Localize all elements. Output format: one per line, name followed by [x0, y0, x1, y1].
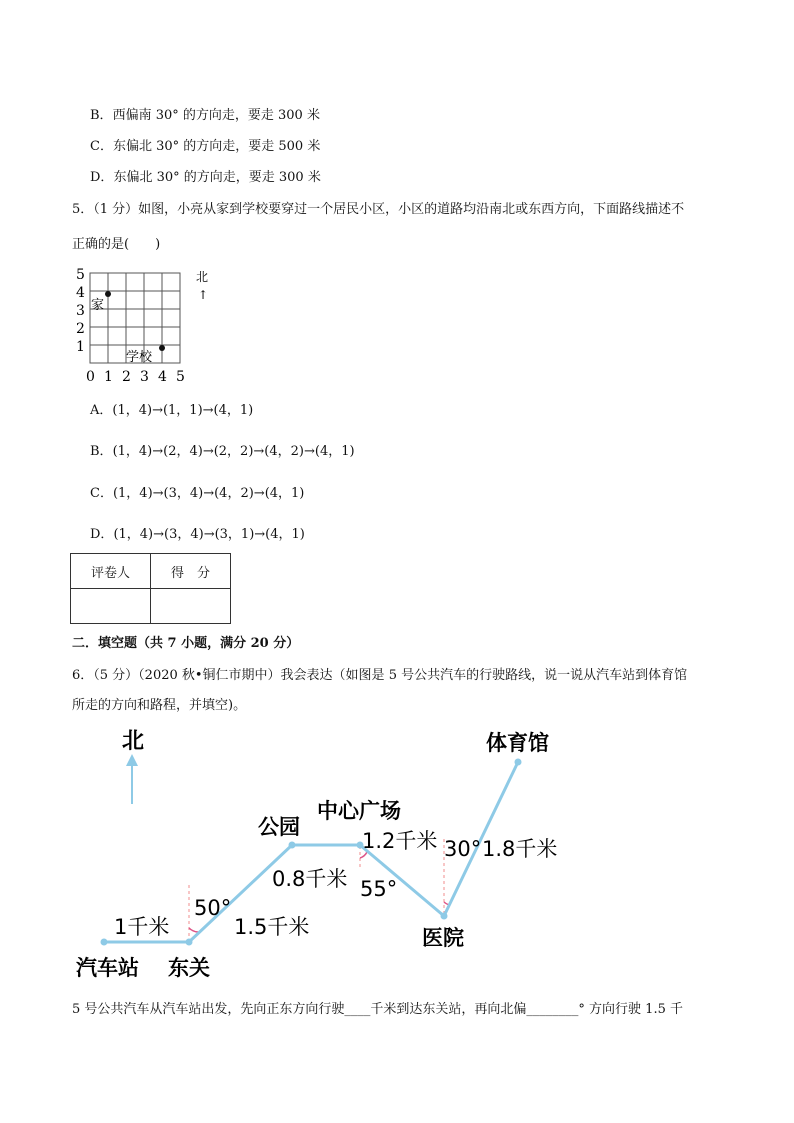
- option-text: (1，4)→(1，1)→(4，1): [112, 403, 254, 418]
- distance-0-8km: 0.8千米: [272, 867, 348, 891]
- q5-option-b: [90, 440, 355, 459]
- distance-1-5km: 1.5千米: [234, 915, 310, 939]
- station-label: 汽车站: [76, 956, 139, 980]
- stop-dot-dongguan: [186, 939, 193, 946]
- distance-1-2km: 1.2千米: [362, 829, 438, 853]
- park-label: 公园: [258, 815, 300, 839]
- map-north-label: 北: [122, 729, 145, 754]
- option-letter: B．: [90, 108, 113, 123]
- option-letter: A．: [90, 403, 113, 418]
- hospital-label: 医院: [422, 926, 464, 950]
- angle-50: 50°: [194, 896, 232, 920]
- q4-option-c: [90, 135, 320, 154]
- x-label-2: 2: [122, 369, 131, 385]
- q5-grid-figure: [70, 265, 220, 385]
- x-label-4: 4: [158, 369, 167, 385]
- option-text: 西偏南 30° 的方向走，要走 300 米: [112, 108, 320, 123]
- option-text: (1，4)→(3，4)→(3，1)→(4，1): [113, 527, 305, 542]
- option-letter: C．: [90, 486, 113, 501]
- q5-option-d: [90, 523, 305, 542]
- section-2-title: 二．填空题（共 7 小题，满分 20 分）: [72, 636, 300, 651]
- stop-dot-hospital: [441, 913, 448, 920]
- home-point: [105, 291, 111, 297]
- bus-route-map: [70, 722, 590, 984]
- score-header: 得 分: [151, 554, 231, 589]
- distance-1km: 1千米: [114, 915, 170, 939]
- stop-dot-park: [289, 842, 296, 849]
- north-arrow-icon: ↑: [198, 288, 209, 302]
- center-square-label: 中心广场: [317, 799, 401, 823]
- school-label: 学校: [126, 350, 153, 365]
- y-label-3: 3: [76, 303, 85, 319]
- angle-55: 55°: [360, 877, 398, 901]
- y-label-1: 1: [76, 339, 85, 355]
- q6-stem-line2: 所走的方向和路程，并填空)。: [72, 698, 247, 713]
- angle-arc-50: [189, 928, 198, 932]
- y-label-4: 4: [76, 285, 85, 301]
- north-label: 北: [196, 270, 209, 284]
- option-letter: C．: [90, 139, 113, 154]
- x-label-3: 3: [140, 369, 149, 385]
- x-label-1: 1: [104, 369, 113, 385]
- option-text: 东偏北 30° 的方向走，要走 300 米: [113, 170, 321, 185]
- stop-dot-stadium: [515, 759, 522, 766]
- y-label-2: 2: [76, 321, 85, 337]
- reviewer-header: 评卷人: [71, 554, 151, 589]
- q6-stem-line1: 6．（5 分）（2020 秋•铜仁市期中）我会表达（如图是 5 号公共汽车的行驶路线，说一说从汽车站到体育馆: [72, 668, 688, 683]
- score-table: [70, 553, 231, 624]
- q5-stem-line2: 正确的是( ): [72, 237, 161, 252]
- dongguan-label: 东关: [168, 956, 210, 980]
- q5-option-a: [90, 399, 253, 418]
- stop-dot-station: [101, 939, 108, 946]
- q5-option-c: [90, 482, 304, 501]
- reviewer-cell[interactable]: [71, 589, 151, 624]
- q4-option-b: [90, 104, 320, 123]
- y-label-5: 5: [76, 267, 85, 283]
- option-text: 东偏北 30° 的方向走，要走 500 米: [112, 139, 321, 154]
- stadium-label: 体育馆: [486, 731, 549, 755]
- angle-30: 30°: [444, 837, 482, 861]
- option-letter: D．: [90, 170, 114, 185]
- option-letter: D．: [90, 527, 114, 542]
- option-text: (1，4)→(3，4)→(4，2)→(4，1): [112, 486, 305, 501]
- q5-stem-line1: 5．（1 分）如图，小亮从家到学校要穿过一个居民小区，小区的道路均沿南北或东西方向，下面路线描述不: [72, 202, 685, 217]
- x-label-0: 0: [86, 369, 95, 385]
- q4-option-d: [90, 166, 321, 185]
- q6-answer-line: 5 号公共汽车从汽车站出发，先向正东方向行驶____千米到达东关站，再向北偏________° 方向行驶 1.5 千: [72, 1002, 683, 1017]
- distance-1-8km: 1.8千米: [482, 837, 558, 861]
- option-letter: B．: [90, 444, 113, 459]
- north-arrow-icon: [126, 754, 138, 804]
- home-label: 家: [91, 298, 105, 313]
- school-point: [159, 345, 165, 351]
- x-label-5: 5: [176, 369, 185, 385]
- score-cell[interactable]: [151, 589, 231, 624]
- option-text: (1，4)→(2，4)→(2，2)→(4，2)→(4，1): [112, 444, 355, 459]
